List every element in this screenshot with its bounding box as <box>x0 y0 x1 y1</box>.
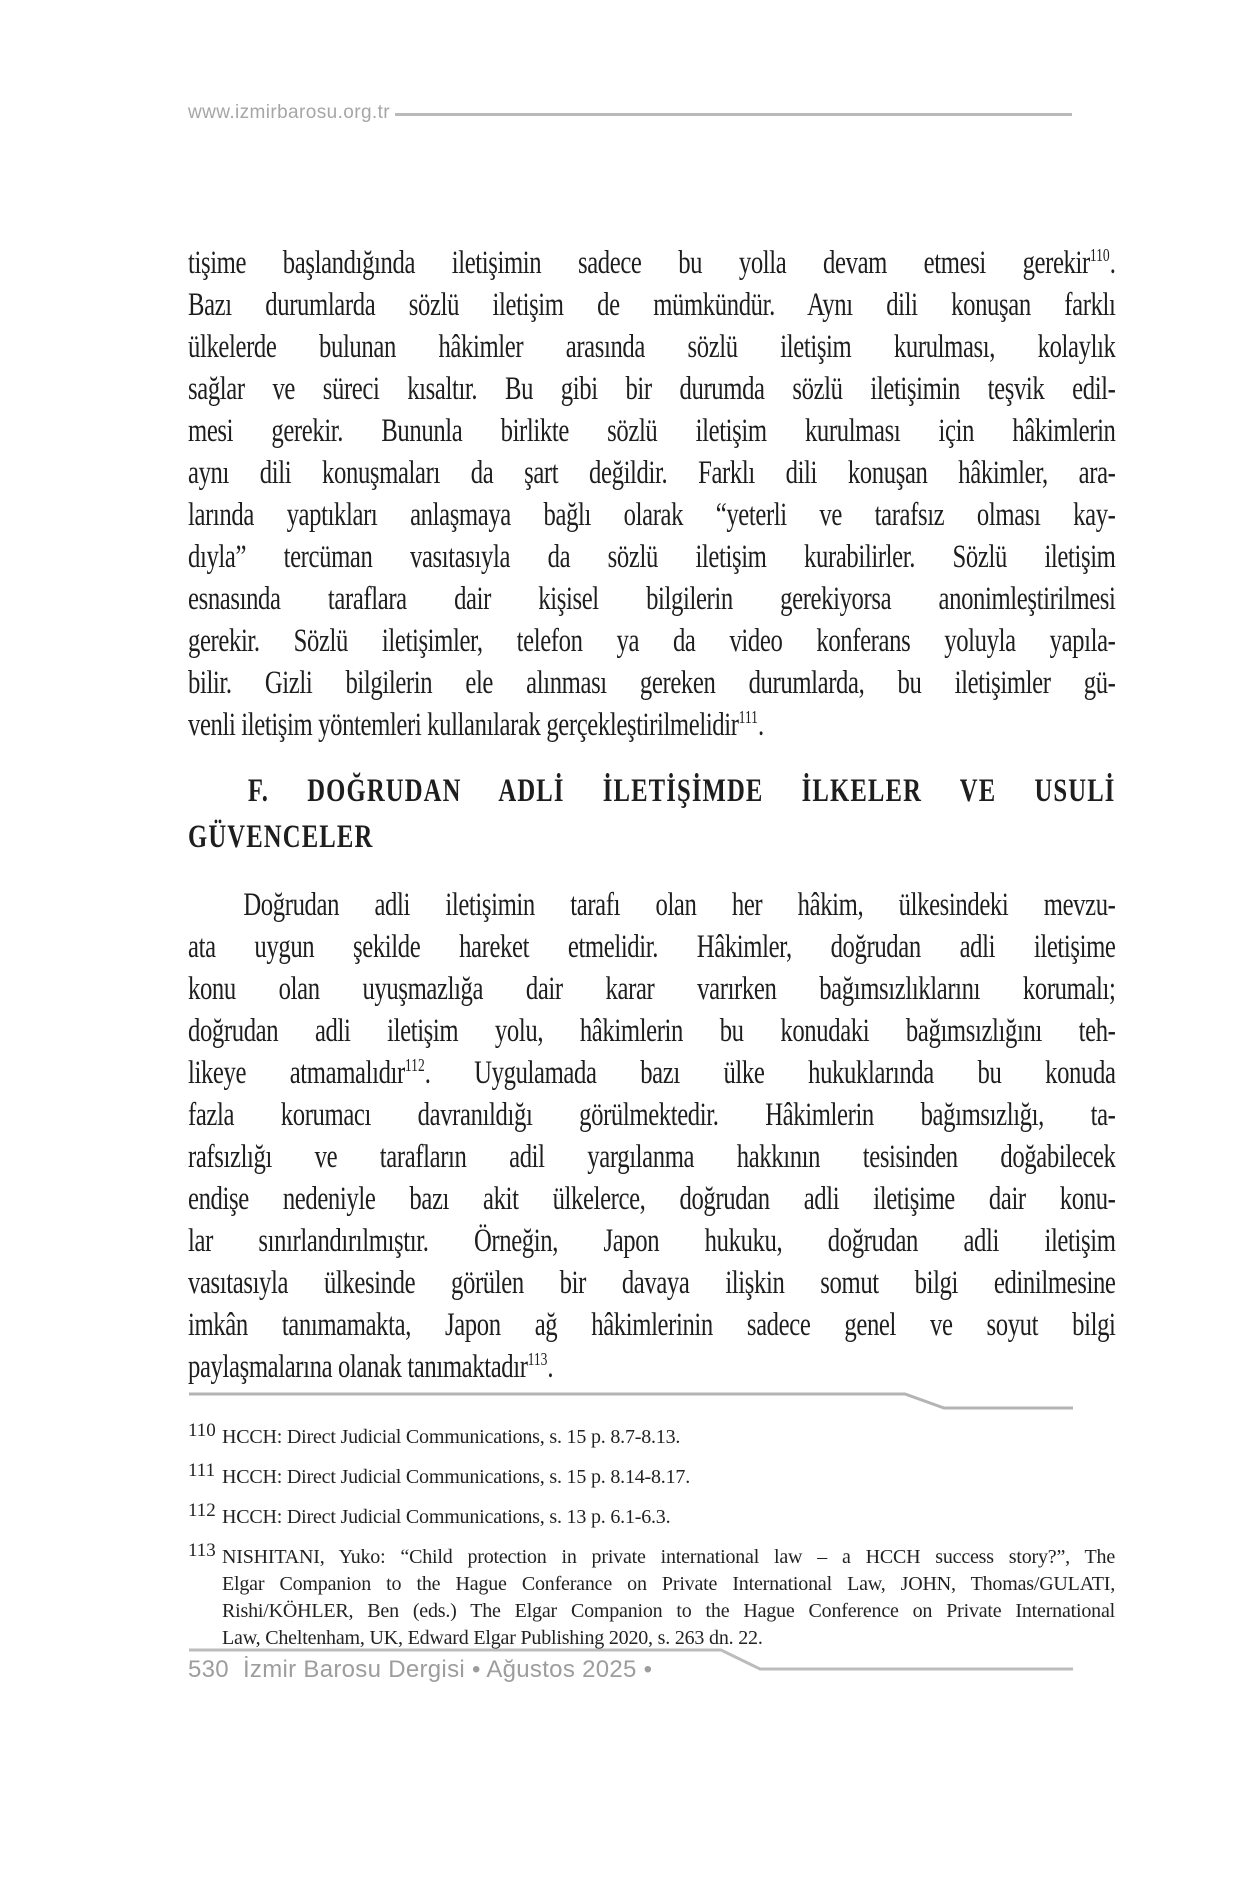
footnote-separator-line <box>188 1392 1074 1412</box>
text-line: venli iletişim yöntemleri kullanılarak gerçekleştirilmelidir$^{111}$. <box>188 707 764 743</box>
text-line: gerekir. Sözlü iletişimler, telefon ya da video konferans yoluyla yapıla- <box>188 623 1116 659</box>
text-line: endişe nedeniyle bazı akit ülkelerce, doğrudan adli iletişime dair konu- <box>188 1181 1116 1217</box>
section-heading <box>188 768 1116 860</box>
text-line: imkân tanımamakta, Japon ağ hâkimlerinin sadece genel ve soyut bilgi <box>188 1307 1116 1343</box>
text-line: F. DOĞRUDAN ADLİ İLETİŞİMDE İLKELER VE USULİ <box>247 773 1116 809</box>
footnote-ref: 110 <box>1089 245 1110 265</box>
text-line: vasıtasıyla ülkesinde görülen bir davaya ilişkin somut bilgi edinilmesine <box>188 1265 1116 1301</box>
paragraph <box>188 884 1116 1388</box>
footnote-number: 110 <box>188 1420 216 1441</box>
journal-issue-label: İzmir Barosu Dergisi • Ağustos 2025 • <box>242 1656 653 1683</box>
text-line: konu olan uyuşmazlığa dair karar varırken bağımsızlıklarını korumalı; <box>188 971 1116 1007</box>
footnote <box>188 1460 1115 1491</box>
footnote <box>188 1500 1115 1531</box>
site-url: www.izmirbarosu.org.tr <box>188 102 391 123</box>
text-line: bilir. Gizli bilgilerin ele alınması gereken durumlarda, bu iletişimler gü- <box>188 665 1116 701</box>
page-header <box>188 102 1072 124</box>
text-line: fazla korumacı davranıldığı görülmektedir. Hâkimlerin bağımsızlığı, ta- <box>188 1097 1116 1133</box>
header-rule <box>395 113 1072 116</box>
footnote-line: 112 HCCH: Direct Judicial Communications, s. 13 p. 6.1-6.3. <box>222 1504 1115 1531</box>
footnote <box>188 1540 1115 1652</box>
text-line: likeye atmamalıdır$^{112}$. Uygulamada bazı ülke hukuklarında bu konuda <box>188 1055 1116 1091</box>
text-line: GÜVENCELER <box>188 819 374 855</box>
footnote-line: 111 HCCH: Direct Judicial Communications, s. 15 p. 8.14-8.17. <box>222 1464 1115 1491</box>
footnote-line: Elgar Companion to the Hague Conferance on Private International Law, JOHN, Thomas/GULATI, <box>222 1573 1115 1595</box>
footnote <box>188 1420 1115 1451</box>
text-line: ata uygun şekilde hareket etmelidir. Hâkimler, doğrudan adli iletişime <box>188 929 1116 965</box>
page-number: 530 <box>188 1656 229 1683</box>
text-line: Bazı durumlarda sözlü iletişim de mümkündür. Aynı dili konuşan farklı <box>188 287 1116 323</box>
text-line: esnasında taraflara dair kişisel bilgilerin gerekiyorsa anonimleştirilmesi <box>188 581 1116 617</box>
text-line: larında yaptıkları anlaşmaya bağlı olarak “yeterli ve tarafsız olması kay- <box>188 497 1116 533</box>
footnote-number: 112 <box>188 1500 216 1521</box>
footnote-line: Rishi/KÖHLER, Ben (eds.) The Elgar Companion to the Hague Conference on Private International <box>222 1600 1115 1622</box>
footnotes-section <box>188 1420 1115 1665</box>
text-line: dıyla” tercüman vasıtasıyla da sözlü iletişim kurabilirler. Sözlü iletişim <box>188 539 1116 575</box>
text-line: mesi gerekir. Bununla birlikte sözlü iletişim kurulması için hâkimlerin <box>188 413 1116 449</box>
text-line: rafsızlığı ve tarafların adil yargılanma hakkının tesisinden doğabilecek <box>188 1139 1116 1175</box>
text-line: ülkelerde bulunan hâkimler arasında sözlü iletişim kurulması, kolaylık <box>188 329 1116 365</box>
footnote-ref: 113 <box>527 1349 548 1369</box>
text-line: lar sınırlandırılmıştır. Örneğin, Japon hukuku, doğrudan adli iletişim <box>188 1223 1116 1259</box>
footnote-number: 111 <box>188 1460 216 1481</box>
footnote-ref: 111 <box>738 707 758 727</box>
footnote-line: Law, Cheltenham, UK, Edward Elgar Publishing 2020, s. 263 dn. 22. <box>222 1627 763 1649</box>
text-line: Doğrudan adli iletişimin tarafı olan her hâkim, ülkesindeki mevzu- <box>243 887 1116 923</box>
text-line: sağlar ve süreci kısaltır. Bu gibi bir durumda sözlü iletişimin teşvik edil- <box>188 371 1116 407</box>
text-line: doğrudan adli iletişim yolu, hâkimlerin bu konudaki bağımsızlığını teh- <box>188 1013 1116 1049</box>
text-line: aynı dili konuşmaları da şart değildir. Farklı dili konuşan hâkimler, ara- <box>188 455 1116 491</box>
text-line: paylaşmalarına olanak tanımaktadır$^{113}$. <box>188 1349 554 1385</box>
page-footer <box>188 1656 652 1684</box>
footnote-number: 113 <box>188 1540 216 1561</box>
footnote-ref: 112 <box>404 1055 425 1075</box>
footnote-line: 110 HCCH: Direct Judicial Communications, s. 15 p. 8.7-8.13. <box>222 1424 1115 1451</box>
paragraph <box>188 242 1116 746</box>
text-line: tişime başlandığında iletişimin sadece bu yolla devam etmesi gerekir$^{110}$. <box>188 245 1116 281</box>
footnote-line: 113 NISHITANI, Yuko: “Child protection in private international law – a HCCH success story?”, The <box>222 1544 1115 1571</box>
